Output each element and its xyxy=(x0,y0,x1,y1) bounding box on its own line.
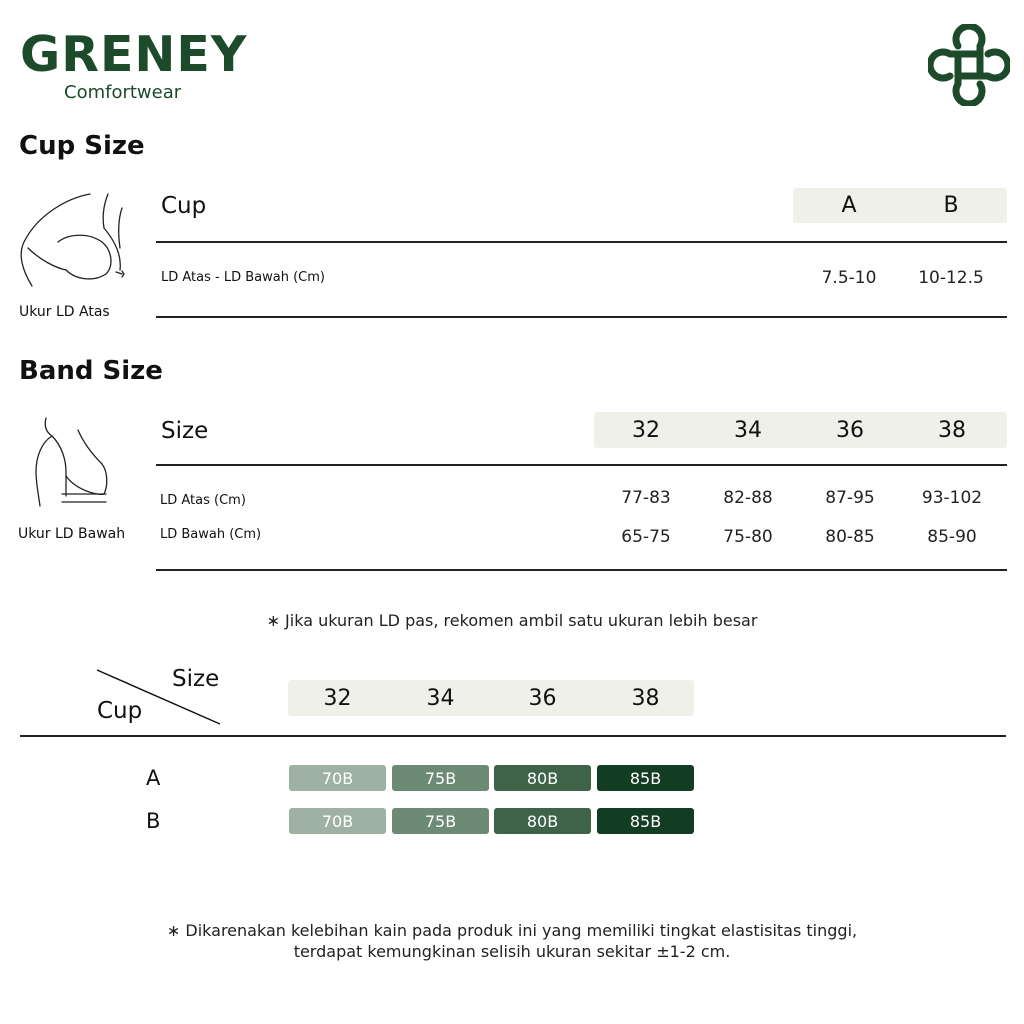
band-header-rule xyxy=(156,464,1007,466)
band-atas-36: 87-95 xyxy=(825,488,875,508)
matrix-row-label-b: B xyxy=(146,809,161,833)
band-col-38: 38 xyxy=(938,417,966,443)
band-bottom-rule xyxy=(156,569,1007,571)
cup-size-title: Cup Size xyxy=(19,131,145,161)
matrix-header-band xyxy=(288,680,694,716)
cup-figure-caption: Ukur LD Atas xyxy=(19,304,110,320)
matrix-cell: 85B xyxy=(597,808,694,834)
matrix-cell: 70B xyxy=(289,808,386,834)
band-figure-caption: Ukur LD Bawah xyxy=(18,526,126,542)
matrix-cell: 70B xyxy=(289,765,386,791)
band-row-label-bawah: LD Bawah (Cm) xyxy=(160,527,262,542)
recommend-size-note: ∗ Jika ukuran LD pas, rekomen ambil satu ukuran lebih besar xyxy=(266,611,758,630)
elasticity-note-line-2: terdapat kemungkinan selisih ukuran sekitar ±1-2 cm. xyxy=(293,942,731,961)
matrix-col-32: 32 xyxy=(323,685,352,711)
matrix-corner-cup-label: Cup xyxy=(97,698,143,724)
matrix-cell: 75B xyxy=(392,765,489,791)
matrix-cell: 85B xyxy=(597,765,694,791)
band-col-32: 32 xyxy=(632,417,660,443)
band-row-label-atas: LD Atas (Cm) xyxy=(160,493,246,508)
matrix-col-38: 38 xyxy=(631,685,660,711)
brand-logo-icon xyxy=(928,24,1010,106)
cup-header-label: Cup xyxy=(161,193,207,219)
underbust-measure-illustration xyxy=(32,416,114,508)
brand-tagline: Comfortwear xyxy=(64,82,182,103)
band-atas-38: 93-102 xyxy=(921,488,983,508)
band-bawah-38: 85-90 xyxy=(927,527,977,547)
matrix-col-36: 36 xyxy=(528,685,557,711)
cup-header-band xyxy=(793,188,1007,223)
cup-row-label: LD Atas - LD Bawah (Cm) xyxy=(161,270,325,285)
matrix-cell: 75B xyxy=(392,808,489,834)
band-size-title: Band Size xyxy=(19,356,163,386)
band-bawah-36: 80-85 xyxy=(825,527,875,547)
cup-value-b: 10-12.5 xyxy=(918,268,984,288)
elasticity-note-line-1: ∗ Dikarenakan kelebihan kain pada produk ini yang memiliki tingkat elastisitas tinggi, xyxy=(166,921,858,940)
band-header-label: Size xyxy=(161,418,209,444)
cup-bottom-rule xyxy=(156,316,1007,318)
band-atas-32: 77-83 xyxy=(621,488,671,508)
brand-name: GRENEY xyxy=(20,26,248,83)
cup-value-a: 7.5-10 xyxy=(821,268,877,288)
matrix-row-label-a: A xyxy=(146,766,161,790)
band-col-34: 34 xyxy=(734,417,762,443)
band-col-36: 36 xyxy=(836,417,864,443)
matrix-header-rule xyxy=(20,735,1006,737)
matrix-cell: 80B xyxy=(494,765,591,791)
band-bawah-32: 65-75 xyxy=(621,527,671,547)
matrix-cell: 80B xyxy=(494,808,591,834)
cup-col-a: A xyxy=(841,193,857,218)
matrix-corner-size-label: Size xyxy=(172,666,220,692)
bust-measure-illustration xyxy=(18,190,130,296)
band-bawah-34: 75-80 xyxy=(723,527,773,547)
matrix-col-34: 34 xyxy=(426,685,455,711)
cup-header-rule xyxy=(156,241,1007,243)
band-header-band xyxy=(594,412,1007,448)
band-atas-34: 82-88 xyxy=(723,488,773,508)
cup-col-b: B xyxy=(943,193,959,218)
